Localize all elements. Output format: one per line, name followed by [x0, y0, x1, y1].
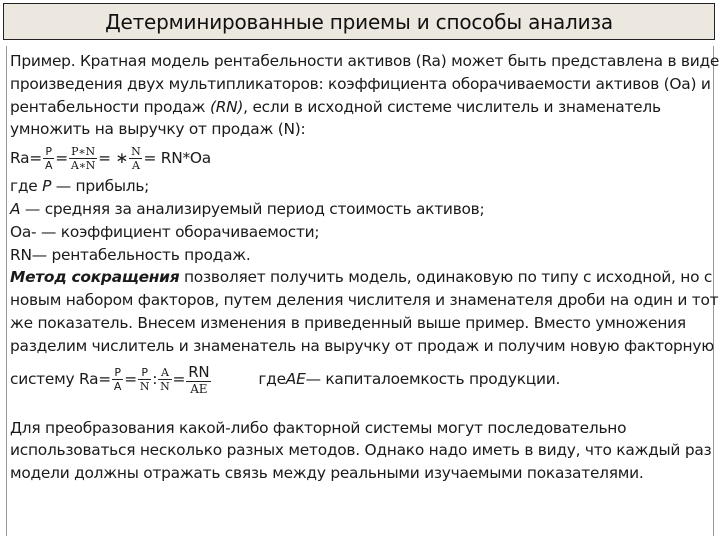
- paragraph-line: использоваться несколько разных методов. Однако надо иметь в виду, что каждый раз: [10, 441, 712, 460]
- formula-lhs: Ra=: [10, 148, 42, 167]
- paragraph-line: [10, 96, 713, 119]
- paragraph-line: новым набором факторов, путем деления числителя и знаменателя дроби на один и тот: [10, 291, 719, 310]
- paragraph-line: же показатель. Внесем изменения в приведенный выше пример. Вместо умножения: [10, 313, 686, 332]
- var-ae: AE: [285, 370, 306, 389]
- formula-lead: систему Ra=: [10, 370, 111, 389]
- colon-sign: :: [152, 370, 158, 389]
- text-span: — прибыль;: [51, 177, 150, 196]
- equals-sign: =: [124, 370, 137, 389]
- formula-ra-multiplicative: [10, 141, 713, 175]
- fraction-p-over-a: [112, 366, 123, 393]
- text-span: — капиталоемкость продукции.: [305, 370, 561, 389]
- text-span: где: [258, 370, 286, 389]
- slide-content: [6, 46, 720, 536]
- fraction-numerator: P: [112, 366, 123, 380]
- paragraph-line: Пример. Кратная модель рентабельности активов (Ra) может быть представлена в виде: [10, 52, 720, 70]
- var-a: A —: [10, 199, 41, 218]
- fraction-pn-over-an: [69, 145, 97, 172]
- method-title: Метод сокращения: [10, 268, 180, 287]
- fraction-denominator: N: [139, 380, 150, 394]
- fraction-denominator: A: [131, 158, 140, 172]
- text-span: рентабельности продаж: [10, 97, 210, 116]
- definition-line: [10, 175, 713, 198]
- paragraph-gap: [10, 402, 713, 417]
- definition-line: RN— рентабельность продаж.: [10, 245, 251, 264]
- equals-star: = ∗: [98, 148, 129, 167]
- paragraph-line: разделим числитель и знаменатель на выручку от продаж и получим новую факторную: [10, 336, 714, 355]
- paragraph-line: произведения двух мультипликаторов: коэффициента оборачиваемости активов (Оа) и: [10, 74, 711, 93]
- fraction-denominator: N: [160, 380, 170, 394]
- rn-italic: (RN): [209, 97, 244, 116]
- fraction-numerator: P∗N: [69, 145, 97, 159]
- fraction-numerator: RN: [188, 362, 210, 381]
- fraction-p-over-a: [43, 145, 54, 172]
- paragraph-line: умножить на выручку от продаж (N):: [10, 120, 306, 139]
- fraction-rn-over-ae: [186, 363, 211, 397]
- fraction-numerator: P: [43, 145, 54, 159]
- fraction-numerator: N: [131, 144, 141, 158]
- text-span: , если в исходной системе числитель и знаменатель: [243, 97, 661, 116]
- equals-sign: =: [55, 148, 68, 167]
- paragraph-line: [10, 266, 713, 289]
- formula-rhs: = RN*Oa: [143, 148, 211, 167]
- fraction-denominator: A∗N: [70, 158, 96, 172]
- fraction-n-over-a: [129, 145, 142, 172]
- content-text: [10, 50, 720, 485]
- fraction-denominator: AE: [190, 381, 208, 396]
- text-span: средняя за анализируемый период стоимость активов;: [40, 199, 485, 218]
- slide-title: Детерминированные приемы и способы анализа: [105, 9, 613, 34]
- formula-ra-reduction: [10, 358, 713, 402]
- equals-sign: =: [172, 370, 186, 389]
- fraction-denominator: A: [113, 380, 122, 394]
- fraction-a-over-n: [158, 366, 171, 393]
- slide-title-bar: [3, 3, 715, 40]
- definition-line: [10, 198, 713, 221]
- fraction-p-over-n: [138, 366, 151, 393]
- fraction-numerator: A: [158, 366, 171, 380]
- definition-line: Оа- — коэффициент оборачиваемости;: [10, 222, 320, 241]
- fraction-denominator: A: [44, 158, 53, 172]
- text-span: позволяет получить модель, одинаковую по типу с исходной, но с: [179, 268, 713, 287]
- paragraph-line: модели должны отражать связь между реальными изучаемыми показателями.: [10, 464, 644, 483]
- fraction-numerator: P: [138, 366, 151, 380]
- paragraph-line: Для преобразования какой-либо факторной системы могут последовательно: [10, 418, 627, 437]
- var-p: P: [42, 177, 52, 196]
- text-span: где: [10, 177, 43, 196]
